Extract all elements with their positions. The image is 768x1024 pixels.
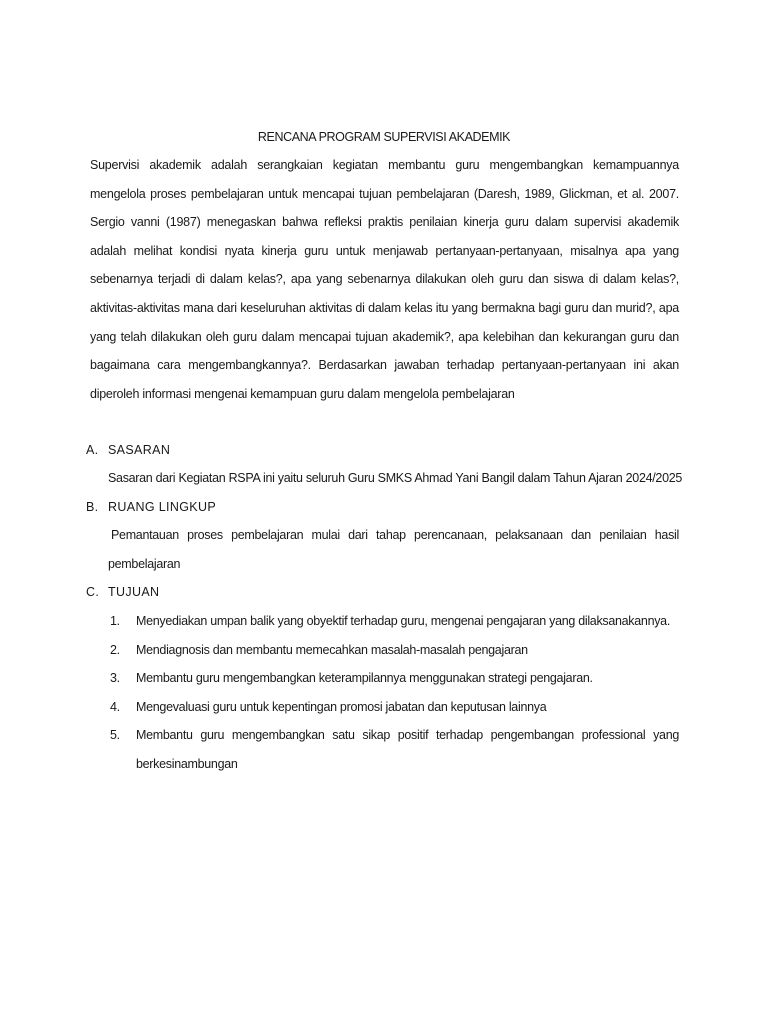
intro-paragraph: Supervisi akademik adalah serangkaian kegiatan membantu guru mengembangkan kemampuannya mengelola proses pembelajaran untuk mencapai tujuan pembelajaran (Daresh, 1989, Glickman, et al. 2007. Sergio vanni (1987) menegaskan bahwa refleksi praktis penilaian kinerja guru dalam supervisi akademik adalah melihat kondisi nyata kinerja guru untuk menjawab pertanyaan-pertanyaan, misalnya apa yang sebenarnya terjadi di dalam kelas?, apa yang sebenarnya dilakukan oleh guru dan siswa di dalam kelas?, aktivitas-aktivitas mana dari keseluruhan aktivitas di dalam kelas itu yang bermakna bagi guru dan murid?, apa yang telah dilakukan oleh guru dalam mencapai tujuan akademik?, apa kelebihan dan kekurangan guru dan bagaimana cara mengembangkannya?. Berdasarkan jawaban terhadap pertanyaan-pertanyaan ini akan diperoleh informasi mengenai kemampuan guru dalam mengelola pembelajaran — [90, 158, 679, 401]
section-a-heading — [86, 443, 170, 457]
list-item — [110, 693, 679, 722]
list-item-number: 2. — [110, 642, 120, 657]
goals-list — [110, 607, 679, 779]
section-a-title: SASARAN — [108, 443, 171, 457]
list-item-number: 5. — [110, 728, 120, 743]
list-item-text: Membantu guru mengembangkan satu sikap positif terhadap pengembangan professional yang berkesinambungan — [136, 728, 679, 771]
section-c-title: TUJUAN — [108, 585, 160, 599]
section-b-title: RUANG LINGKUP — [108, 500, 217, 514]
list-item — [110, 664, 679, 693]
section-c-heading — [86, 585, 159, 599]
list-item-text: Membantu guru mengembangkan keterampilannya menggunakan strategi pengajaran. — [136, 671, 593, 686]
section-c-letter: C. — [86, 585, 100, 599]
list-item — [110, 721, 679, 778]
section-a-letter: A. — [86, 443, 99, 457]
list-item — [110, 607, 679, 636]
list-item-number: 3. — [110, 671, 120, 686]
list-item — [110, 636, 679, 665]
section-a-text: Sasaran dari Kegiatan RSPA ini yaitu seluruh Guru SMKS Ahmad Yani Bangil dalam Tahun Ajaran 2024/2025 — [108, 471, 683, 485]
section-b-letter: B. — [86, 500, 99, 514]
list-item-text: Mengevaluasi guru untuk kepentingan promosi jabatan dan keputusan lainnya — [136, 699, 547, 714]
list-item-number: 1. — [110, 614, 120, 628]
document-title: RENCANA PROGRAM SUPERVISI AKADEMIK — [257, 130, 511, 144]
list-item-text: Mendiagnosis dan membantu memecahkan masalah-masalah pengajaran — [136, 642, 528, 657]
section-b-text: Pemantauan proses pembelajaran mulai dari tahap perencanaan, pelaksanaan dan penilaian hasil pembelajaran — [108, 528, 679, 571]
list-item-text: Menyediakan umpan balik yang obyektif terhadap guru, mengenai pengajaran yang dilaksanakannya. — [136, 614, 670, 628]
list-item-number: 4. — [110, 699, 120, 714]
section-b-heading — [86, 500, 216, 514]
